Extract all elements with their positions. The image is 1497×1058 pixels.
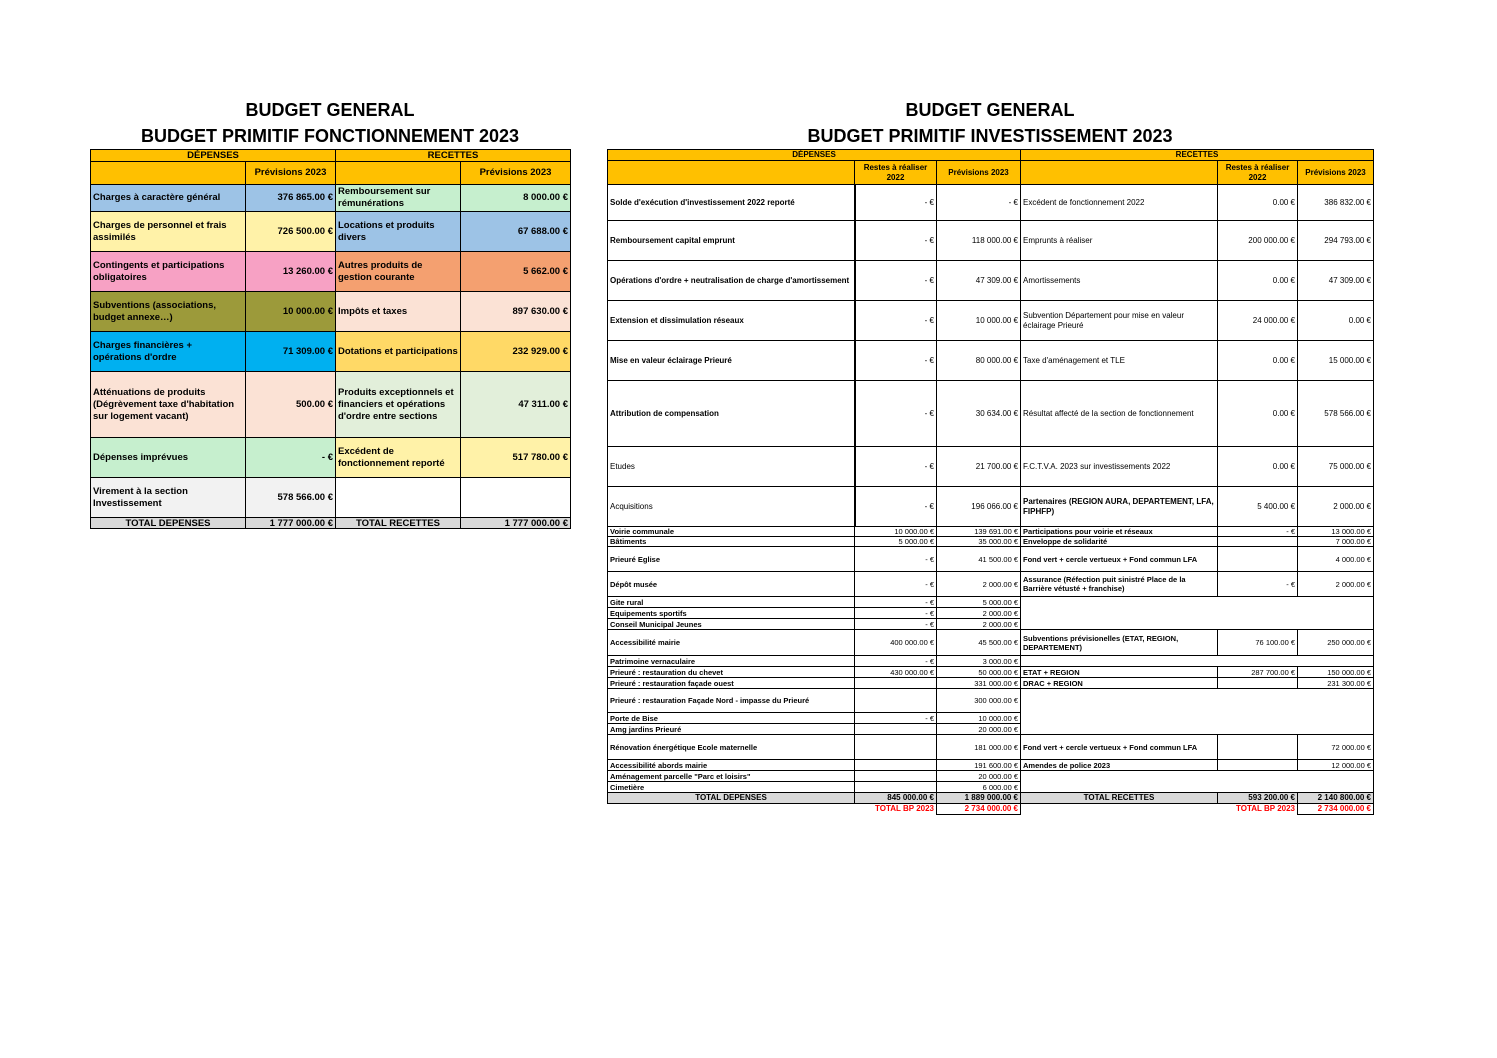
dep-label: Voirie communale <box>608 527 855 537</box>
dep-label: Accessibilité abords mairie <box>608 760 855 771</box>
rec-label: Impôts et taxes <box>336 292 461 332</box>
total-rec-label: TOTAL RECETTES <box>336 518 461 529</box>
total-dep-label: TOTAL DEPENSES <box>608 793 855 804</box>
total-rec-rar: 593 200.00 € <box>1218 793 1298 804</box>
dep-value: 13 260.00 € <box>246 252 336 292</box>
total-dep-prev: 1 889 000.00 € <box>937 793 1021 804</box>
dep-label: Attribution de compensation <box>608 381 855 447</box>
right-title-2: BUDGET PRIMITIF INVESTISSEMENT 2023 <box>807 126 1173 146</box>
rec-rar-value: 0.00 € <box>1218 185 1298 221</box>
rec-prev-value: 0.00 € <box>1298 301 1374 341</box>
rec-prev-value: 2 000.00 € <box>1298 487 1374 527</box>
rec-label: Fond vert + cercle vertueux + Fond commun LFA <box>1021 547 1218 572</box>
dep-prev-value: 5 000.00 € <box>937 597 1021 608</box>
table-row <box>91 478 571 518</box>
rec-value: 897 630.00 € <box>461 292 571 332</box>
dep-label: Etudes <box>608 447 855 487</box>
rec-rar-value: 0.00 € <box>1218 261 1298 301</box>
dep-prev-value: 41 500.00 € <box>937 547 1021 572</box>
dep-prev-value: 181 000.00 € <box>937 735 1021 760</box>
rec-label: Produits exceptionnels et financiers et opérations d'ordre entre sections <box>336 372 461 438</box>
dep-value: 578 566.00 € <box>246 478 336 518</box>
total-rec-label: TOTAL RECETTES <box>1021 793 1218 804</box>
dep-label: Charges à caractère général <box>91 185 246 212</box>
rec-rar-value <box>1218 735 1298 760</box>
dep-rar-value <box>855 724 937 735</box>
dep-rar-value: - € <box>855 656 937 667</box>
dep-value: 10 000.00 € <box>246 292 336 332</box>
rec-label: Emprunts à réaliser <box>1021 221 1218 261</box>
total-bp-rec-value: 2 734 000.00 € <box>1298 804 1374 815</box>
left-title-block <box>90 97 570 149</box>
dep-label: Aménagement parcelle "Parc et loisirs" <box>608 771 855 782</box>
table-row <box>91 438 571 478</box>
header-depenses: DÉPENSES <box>91 150 336 162</box>
dep-rar-value: - € <box>855 608 937 619</box>
dep-label: Mise en valeur éclairage Prieuré <box>608 341 855 381</box>
dep-rar-value <box>855 782 937 793</box>
table-row <box>608 537 1374 547</box>
dep-rar-value: - € <box>855 597 937 608</box>
dep-label: Extension et dissimulation réseaux <box>608 301 855 341</box>
dep-value: 376 865.00 € <box>246 185 336 212</box>
dep-prev-value: 35 000.00 € <box>937 537 1021 547</box>
dep-prev-value: 6 000.00 € <box>937 782 1021 793</box>
table-row <box>608 735 1374 760</box>
table-row <box>608 527 1374 537</box>
dep-rar-value: - € <box>855 185 937 221</box>
dep-rar-value <box>855 771 937 782</box>
dep-label: Amg jardins Prieuré <box>608 724 855 735</box>
rec-prev-value: 75 000.00 € <box>1298 447 1374 487</box>
rec-rar-value: 0.00 € <box>1218 381 1298 447</box>
rec-rar-value: 24 000.00 € <box>1218 301 1298 341</box>
dep-rar-value: - € <box>855 619 937 630</box>
rec-label: Partenaires (REGION AURA, DEPARTEMENT, LFA, FIPHFP) <box>1021 487 1218 527</box>
dep-prev-value: 47 309.00 € <box>937 261 1021 301</box>
dep-label: Porte de Bise <box>608 713 855 724</box>
total-bp-dep-label: TOTAL BP 2023 <box>608 804 937 815</box>
rec-prev-value: 386 832.00 € <box>1298 185 1374 221</box>
rec-prev-value: 13 000.00 € <box>1298 527 1374 537</box>
dep-prev-value: 80 000.00 € <box>937 341 1021 381</box>
table-row <box>608 678 1374 689</box>
rec-prev-value: 231 300.00 € <box>1298 678 1374 689</box>
dep-rar-value <box>855 735 937 760</box>
total-rec-prev: 2 140 800.00 € <box>1298 793 1374 804</box>
dep-rar-value: - € <box>855 381 937 447</box>
dep-label: Rénovation énergétique Ecole maternelle <box>608 735 855 760</box>
dep-label: Conseil Municipal Jeunes <box>608 619 855 630</box>
dep-value: 726 500.00 € <box>246 212 336 252</box>
header-previsions-dep: Prévisions 2023 <box>937 161 1021 185</box>
rec-value: 517 780.00 € <box>461 438 571 478</box>
dep-label: Prieuré : restauration du chevet <box>608 667 855 678</box>
rec-label: DRAC + REGION <box>1021 678 1218 689</box>
dep-prev-value: 20 000.00 € <box>937 771 1021 782</box>
table-row <box>608 447 1374 487</box>
dep-prev-value: - € <box>937 185 1021 221</box>
dep-label: Gite rural <box>608 597 855 608</box>
dep-label: Charges financières + opérations d'ordre <box>91 332 246 372</box>
dep-rar-value: - € <box>855 221 937 261</box>
rec-label: Dotations et participations <box>336 332 461 372</box>
total-dep-value: 1 777 000.00 € <box>246 518 336 529</box>
rec-prev-value: 4 000.00 € <box>1298 547 1374 572</box>
header-recettes: RECETTES <box>336 150 571 162</box>
left-title-2: BUDGET PRIMITIF FONCTIONNEMENT 2023 <box>140 126 520 146</box>
dep-label: Contingents et participations obligatoires <box>91 252 246 292</box>
total-bp-rec-label: TOTAL BP 2023 <box>1021 804 1298 815</box>
dep-prev-value: 30 634.00 € <box>937 381 1021 447</box>
rec-label: Remboursement sur rémunérations <box>336 185 461 212</box>
rec-prev-value: 47 309.00 € <box>1298 261 1374 301</box>
left-title-1: BUDGET GENERAL <box>245 100 415 120</box>
rec-label: Assurance (Réfection puit sinistré Place de la Barrière vétusté + franchise) <box>1021 572 1218 597</box>
table-row <box>608 341 1374 381</box>
dep-prev-value: 10 000.00 € <box>937 301 1021 341</box>
rec-label: Excédent de fonctionnement 2022 <box>1021 185 1218 221</box>
table-row <box>608 630 1374 656</box>
header-depenses: DÉPENSES <box>608 150 1021 161</box>
table-row <box>608 771 1374 782</box>
rec-rar-value <box>1218 547 1298 572</box>
dep-rar-value: - € <box>855 547 937 572</box>
table-row <box>608 656 1374 667</box>
dep-label: Charges de personnel et frais assimilés <box>91 212 246 252</box>
dep-label: Subventions (associations, budget annexe…) <box>91 292 246 332</box>
rec-rar-value: 0.00 € <box>1218 447 1298 487</box>
total-rec-value: 1 777 000.00 € <box>461 518 571 529</box>
rec-rar-value <box>1218 760 1298 771</box>
dep-label: Patrimoine vernaculaire <box>608 656 855 667</box>
rec-prev-value: 578 566.00 € <box>1298 381 1374 447</box>
rec-rar-value: 76 100.00 € <box>1218 630 1298 656</box>
rec-prev-value: 294 793.00 € <box>1298 221 1374 261</box>
dep-label: Prieuré : restauration Façade Nord - impasse du Prieuré <box>608 689 855 713</box>
rec-value: 5 662.00 € <box>461 252 571 292</box>
total-bp-dep-value: 2 734 000.00 € <box>937 804 1021 815</box>
dep-value: - € <box>246 438 336 478</box>
dep-prev-value: 139 691.00 € <box>937 527 1021 537</box>
empty-rec-block <box>1021 597 1374 630</box>
rec-label: Taxe d'aménagement et TLE <box>1021 341 1218 381</box>
dep-label: Accessibilité mairie <box>608 630 855 656</box>
rec-label: Résultat affecté de la section de fonctionnement <box>1021 381 1218 447</box>
dep-prev-value: 45 500.00 € <box>937 630 1021 656</box>
rec-prev-value: 7 000.00 € <box>1298 537 1374 547</box>
rec-label: Excédent de fonctionnement reporté <box>336 438 461 478</box>
dep-label: Virement à la section Investissement <box>91 478 246 518</box>
empty-rec-block <box>1021 656 1374 667</box>
dep-label: Solde d'exécution d'investissement 2022 reporté <box>608 185 855 221</box>
rec-rar-value: 287 700.00 € <box>1218 667 1298 678</box>
table-row <box>91 372 571 438</box>
table-row <box>608 381 1374 447</box>
table-row <box>91 212 571 252</box>
dep-rar-value <box>855 760 937 771</box>
rec-rar-value: 0.00 € <box>1218 341 1298 381</box>
rec-label: ETAT + REGION <box>1021 667 1218 678</box>
rec-label: Autres produits de gestion courante <box>336 252 461 292</box>
header-previsions-rec: Prévisions 2023 <box>1298 161 1374 185</box>
dep-label: Atténuations de produits (Dégrèvement taxe d'habitation sur logement vacant) <box>91 372 246 438</box>
dep-rar-value: - € <box>855 487 937 527</box>
dep-label: Acquisitions <box>608 487 855 527</box>
total-row <box>91 518 571 529</box>
dep-rar-value: 400 000.00 € <box>855 630 937 656</box>
rec-rar-value: 200 000.00 € <box>1218 221 1298 261</box>
table-row <box>608 760 1374 771</box>
rec-value: 67 688.00 € <box>461 212 571 252</box>
total-bp-row <box>608 804 1374 815</box>
dep-prev-value: 2 000.00 € <box>937 619 1021 630</box>
table-row <box>91 252 571 292</box>
rec-prev-value: 2 000.00 € <box>1298 572 1374 597</box>
table-row <box>608 301 1374 341</box>
dep-rar-value: - € <box>855 261 937 301</box>
table-row <box>91 332 571 372</box>
empty-rec-block <box>1021 689 1374 735</box>
dep-rar-value <box>855 678 937 689</box>
dep-prev-value: 196 066.00 € <box>937 487 1021 527</box>
dep-rar-value: 5 000.00 € <box>855 537 937 547</box>
right-title-block <box>607 97 1373 149</box>
dep-prev-value: 20 000.00 € <box>937 724 1021 735</box>
table-row <box>608 547 1374 572</box>
fonctionnement-table <box>90 149 571 529</box>
dep-prev-value: 21 700.00 € <box>937 447 1021 487</box>
header-restes-dep: Restes à réaliser 2022 <box>855 161 937 185</box>
dep-value: 500.00 € <box>246 372 336 438</box>
rec-label <box>336 478 461 518</box>
header-restes-rec: Restes à réaliser 2022 <box>1218 161 1298 185</box>
rec-label: Amendes de police 2023 <box>1021 760 1218 771</box>
dep-prev-value: 3 000.00 € <box>937 656 1021 667</box>
dep-rar-value <box>855 689 937 713</box>
table-row <box>608 572 1374 597</box>
dep-rar-value: 10 000.00 € <box>855 527 937 537</box>
rec-value: 47 311.00 € <box>461 372 571 438</box>
table-row <box>91 185 571 212</box>
dep-prev-value: 331 000.00 € <box>937 678 1021 689</box>
dep-label: Prieuré : restauration façade ouest <box>608 678 855 689</box>
table-row <box>608 689 1374 713</box>
total-dep-label: TOTAL DEPENSES <box>91 518 246 529</box>
dep-value: 71 309.00 € <box>246 332 336 372</box>
rec-value: 8 000.00 € <box>461 185 571 212</box>
empty-rec-block <box>1021 771 1374 793</box>
table-row <box>608 487 1374 527</box>
dep-prev-value: 2 000.00 € <box>937 572 1021 597</box>
dep-prev-value: 191 600.00 € <box>937 760 1021 771</box>
dep-label: Prieuré Eglise <box>608 547 855 572</box>
dep-label: Dépôt musée <box>608 572 855 597</box>
rec-prev-value: 150 000.00 € <box>1298 667 1374 678</box>
dep-rar-value: - € <box>855 572 937 597</box>
dep-rar-value: - € <box>855 447 937 487</box>
rec-label: F.C.T.V.A. 2023 sur investissements 2022 <box>1021 447 1218 487</box>
header-previsions-dep: Prévisions 2023 <box>246 162 336 185</box>
rec-value <box>461 478 571 518</box>
investissement-table <box>607 149 1374 815</box>
table-row <box>608 667 1374 678</box>
table-row <box>608 597 1374 608</box>
rec-rar-value: - € <box>1218 527 1298 537</box>
rec-prev-value: 250 000.00 € <box>1298 630 1374 656</box>
table-row <box>608 221 1374 261</box>
dep-prev-value: 2 000.00 € <box>937 608 1021 619</box>
dep-rar-value: - € <box>855 301 937 341</box>
dep-label: Cimetière <box>608 782 855 793</box>
rec-label: Fond vert + cercle vertueux + Fond commun LFA <box>1021 735 1218 760</box>
rec-prev-value: 72 000.00 € <box>1298 735 1374 760</box>
dep-prev-value: 118 000.00 € <box>937 221 1021 261</box>
right-title-1: BUDGET GENERAL <box>905 100 1075 120</box>
rec-value: 232 929.00 € <box>461 332 571 372</box>
rec-label: Subventions prévisionelles (ETAT, REGION, DEPARTEMENT) <box>1021 630 1218 656</box>
dep-prev-value: 300 000.00 € <box>937 689 1021 713</box>
rec-rar-value: 5 400.00 € <box>1218 487 1298 527</box>
table-row <box>608 185 1374 221</box>
dep-rar-value: 430 000.00 € <box>855 667 937 678</box>
total-dep-rar: 845 000.00 € <box>855 793 937 804</box>
rec-label: Enveloppe de solidarité <box>1021 537 1218 547</box>
rec-prev-value: 12 000.00 € <box>1298 760 1374 771</box>
table-row <box>91 292 571 332</box>
rec-label: Locations et produits divers <box>336 212 461 252</box>
rec-label: Participations pour voirie et réseaux <box>1021 527 1218 537</box>
dep-label: Opérations d'ordre + neutralisation de charge d'amortissement <box>608 261 855 301</box>
dep-label: Equipements sportifs <box>608 608 855 619</box>
rec-prev-value: 15 000.00 € <box>1298 341 1374 381</box>
rec-rar-value <box>1218 678 1298 689</box>
table-row <box>608 261 1374 301</box>
dep-rar-value: - € <box>855 713 937 724</box>
dep-label: Dépenses imprévues <box>91 438 246 478</box>
header-recettes: RECETTES <box>1021 150 1374 161</box>
rec-label: Amortissements <box>1021 261 1218 301</box>
dep-prev-value: 10 000.00 € <box>937 713 1021 724</box>
dep-prev-value: 50 000.00 € <box>937 667 1021 678</box>
dep-rar-value: - € <box>855 341 937 381</box>
dep-label: Bâtiments <box>608 537 855 547</box>
rec-rar-value <box>1218 537 1298 547</box>
rec-label: Subvention Département pour mise en valeur éclairage Prieuré <box>1021 301 1218 341</box>
total-row <box>608 793 1374 804</box>
dep-label: Remboursement capital emprunt <box>608 221 855 261</box>
rec-rar-value: - € <box>1218 572 1298 597</box>
header-previsions-rec: Prévisions 2023 <box>461 162 571 185</box>
